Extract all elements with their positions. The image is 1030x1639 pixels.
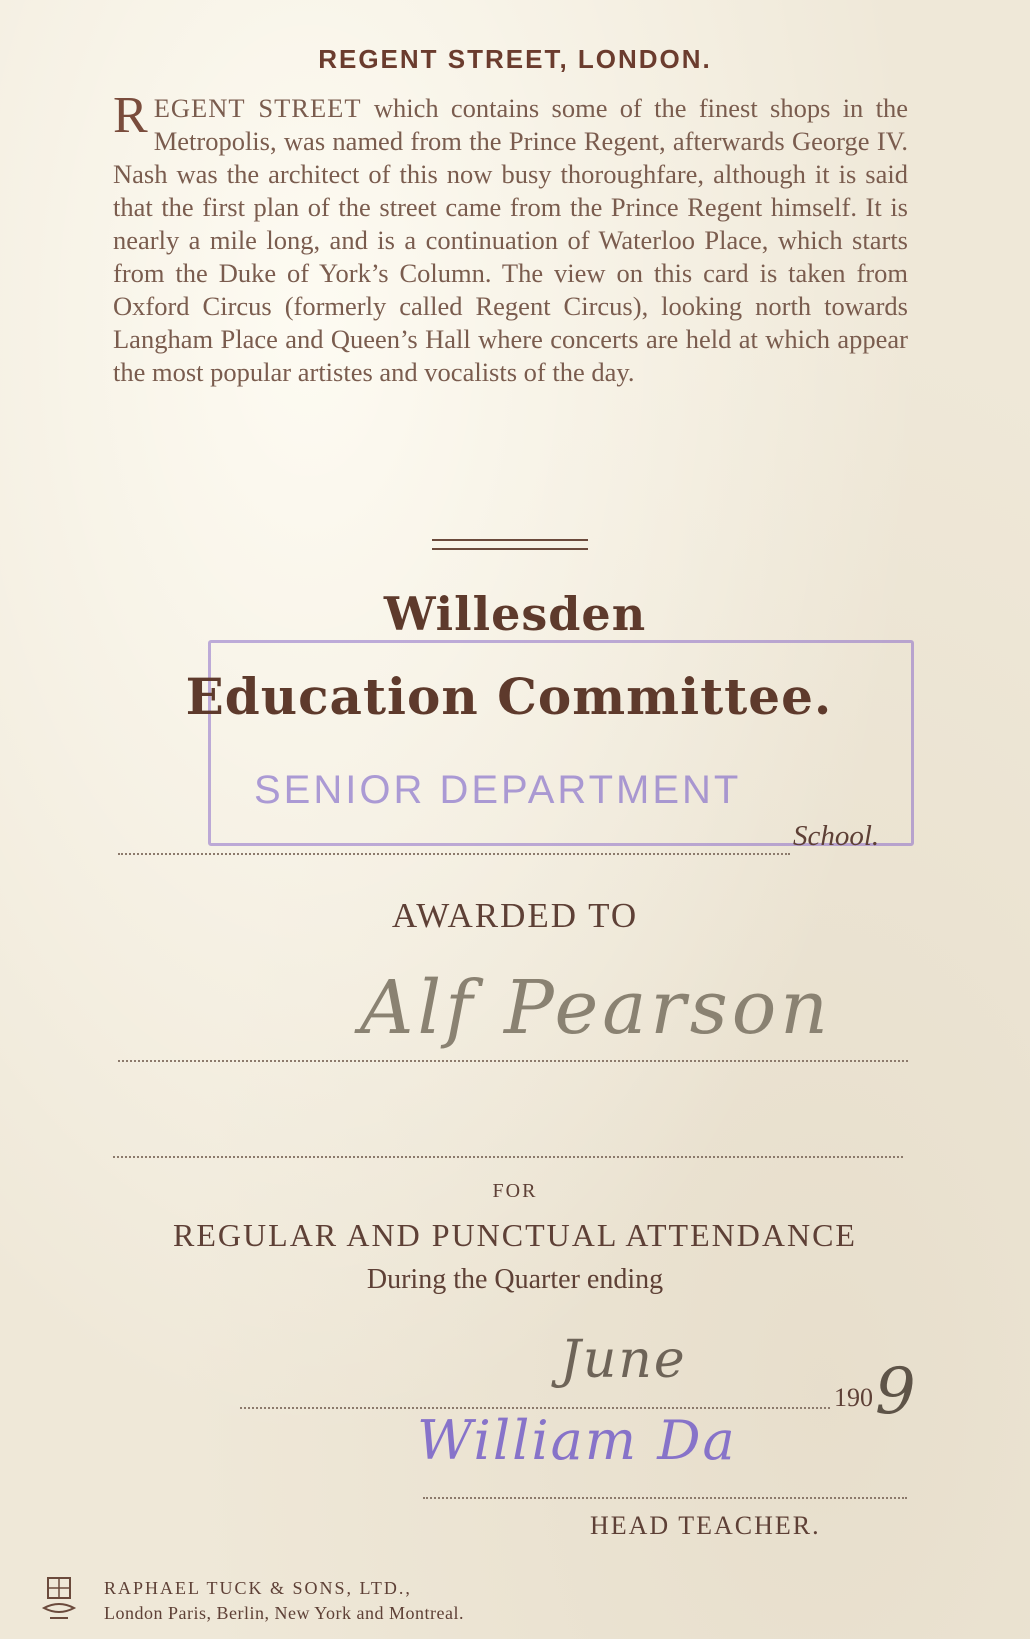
awarded-to-label: AWARDED TO (391, 896, 639, 935)
quarter-ending-label: During the Quarter ending (366, 1264, 664, 1295)
description-paragraph (113, 87, 908, 389)
card-heading: REGENT STREET, LONDON. (318, 44, 712, 74)
first-word: EGENT STREET (153, 93, 362, 123)
committee-line-2: Education Committee. (185, 667, 833, 726)
second-dotted-line (113, 1156, 903, 1158)
publisher-cities: London Paris, Berlin, New York and Montreal. (104, 1603, 464, 1623)
description-body: which contains some of the finest shops in the Metropolis, was named from the Prince Regent, afterwards George IV. Nash was the architect of this now busy thoroughfare, although it is said that the first plan of the street came from the Prince Regent himself. It is nearly a mile long, and is a continuation of Waterloo Place, which starts from the Duke of York’s Column. The view on this card is taken from Oxford Circus (formerly called Regent Circus), looking north towards Langham Place and Queen’s Hall where concerts are held at which appear the most popular artistes and vocalists of the day. (113, 93, 908, 387)
double-rule-divider (432, 539, 588, 550)
handwritten-date: June (560, 1330, 687, 1390)
year-handwritten: 9 (875, 1355, 916, 1429)
signature-dotted-line (423, 1497, 907, 1499)
school-label: School. (793, 820, 880, 852)
for-label: FOR (492, 1180, 538, 1202)
recipient-handwritten-name: Alf Pearson (360, 965, 832, 1051)
head-teacher-label: HEAD TEACHER. (590, 1511, 821, 1540)
stamp-text: SENIOR DEPARTMENT (254, 768, 742, 812)
year-printed: 190 (834, 1383, 873, 1412)
drop-cap: R (113, 87, 148, 144)
publisher-name: RAPHAEL TUCK & SONS, LTD., (104, 1578, 412, 1598)
attendance-reason: REGULAR AND PUNCTUAL ATTENDANCE (173, 1217, 857, 1253)
recipient-dotted-line (118, 1060, 908, 1062)
committee-line-1: Willesden (383, 587, 647, 641)
school-dotted-line (118, 853, 790, 855)
head-teacher-signature: William Da (417, 1409, 737, 1472)
publisher-crest-icon (40, 1574, 78, 1624)
